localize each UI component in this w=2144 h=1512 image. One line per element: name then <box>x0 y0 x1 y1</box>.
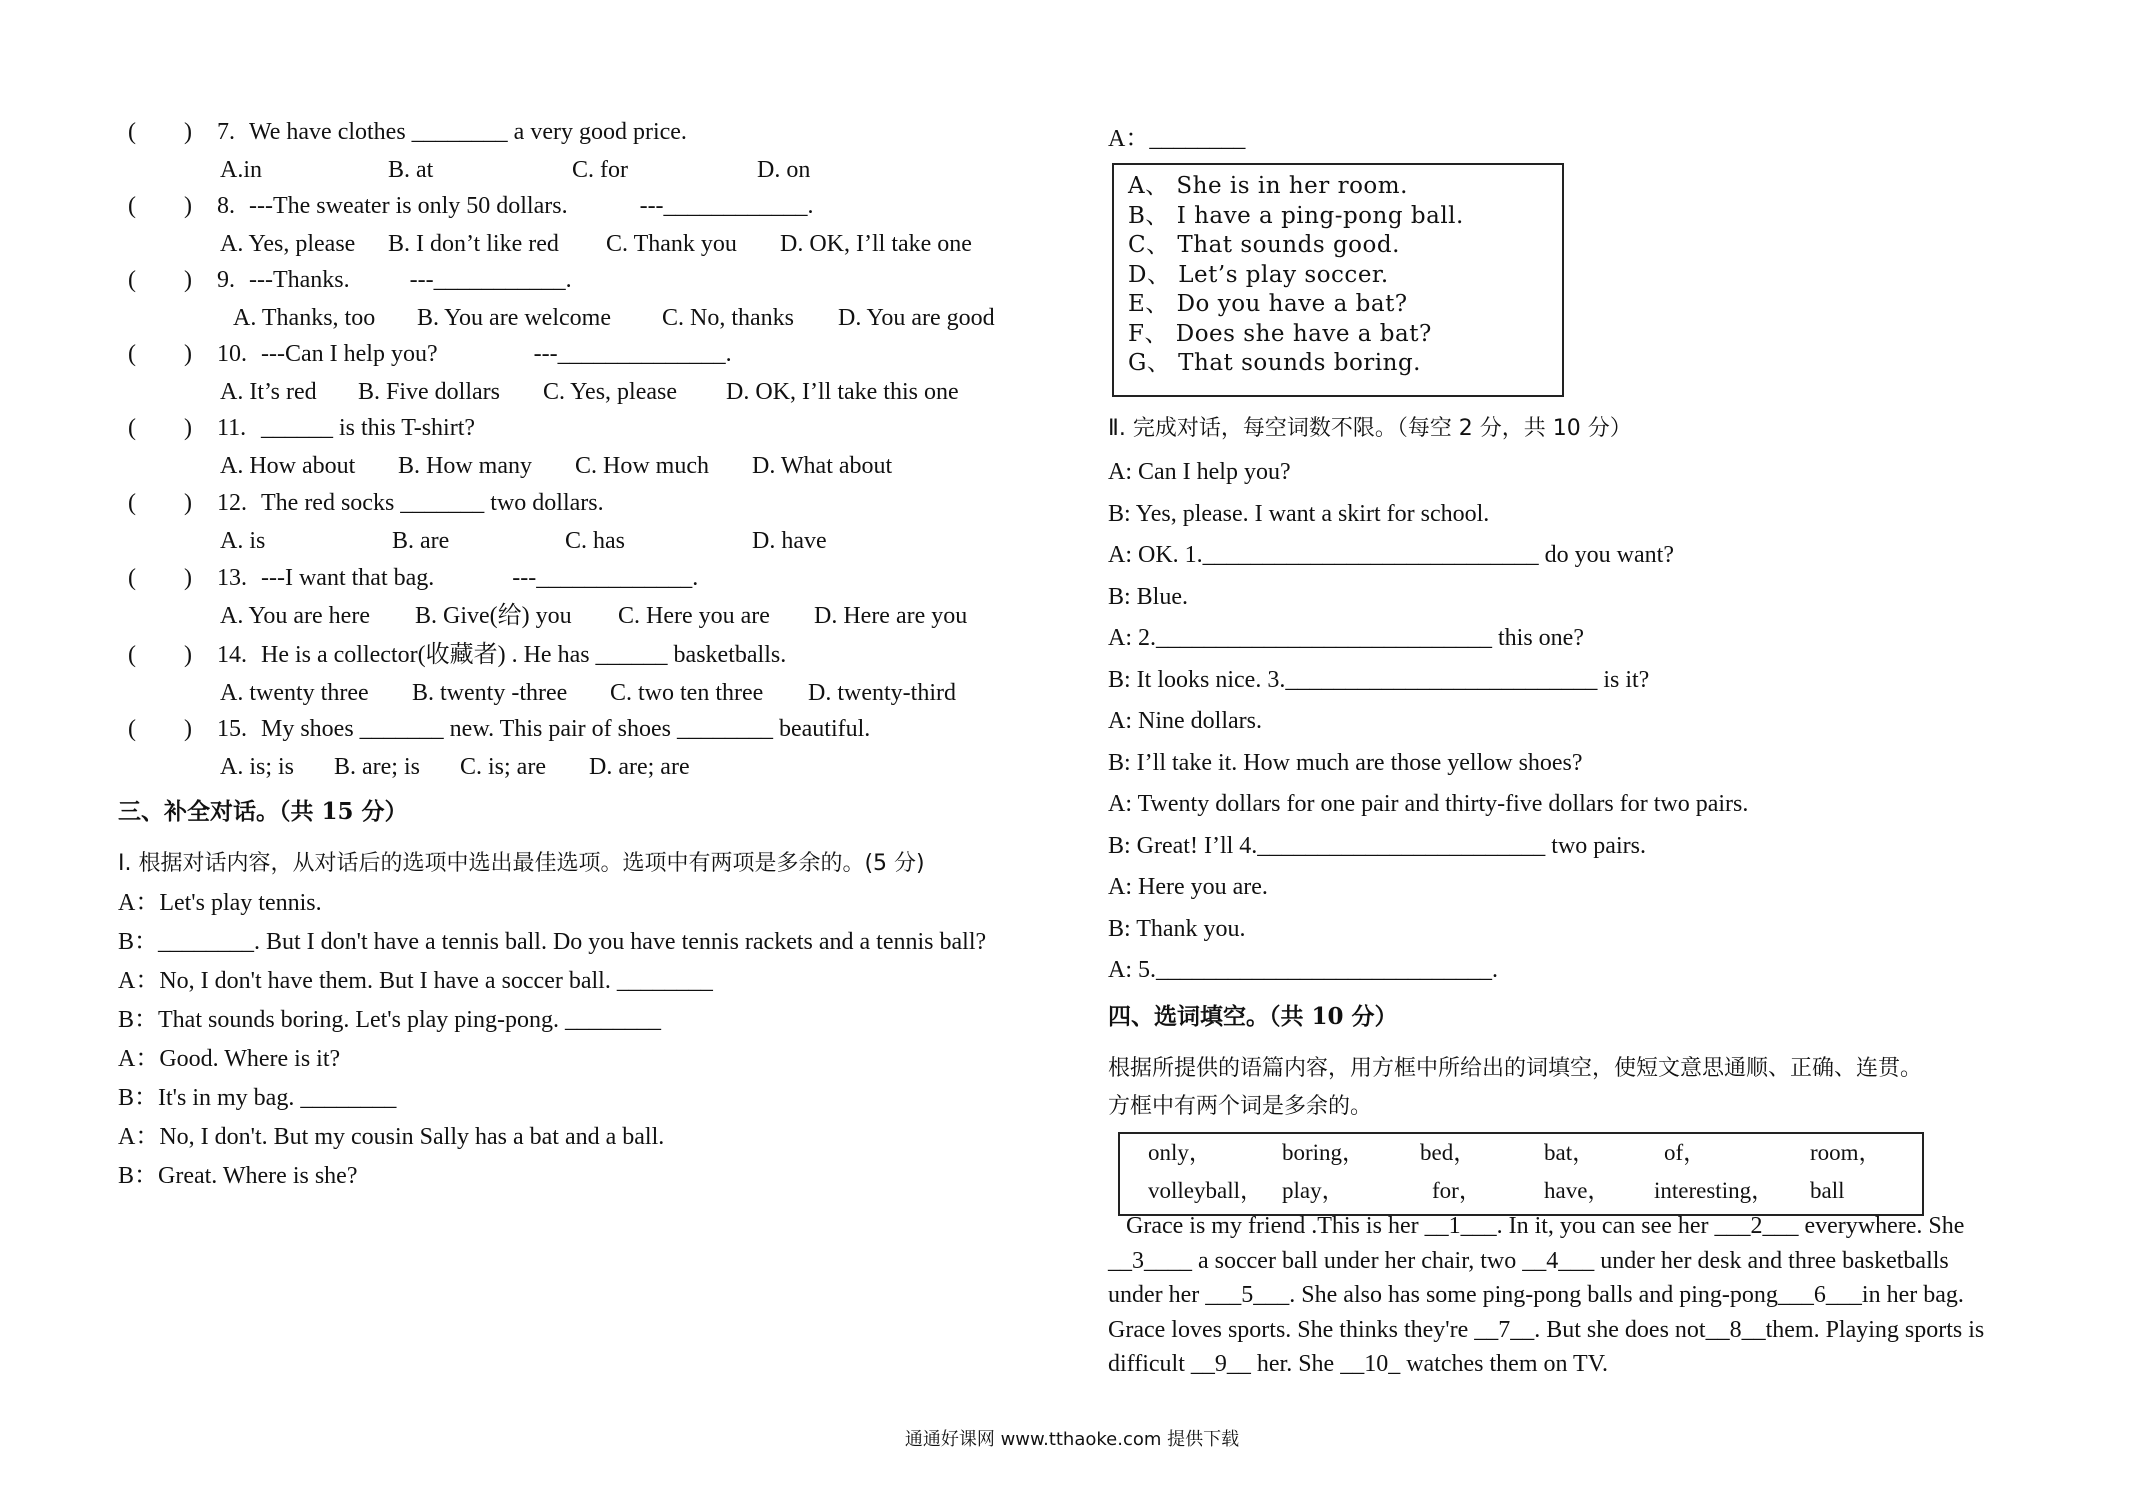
question-number: 7. <box>217 119 235 145</box>
answer-option: A. It’s red <box>220 379 317 405</box>
dialog-2-line: B: Great! I’ll 4.________________________ two pairs. <box>1108 832 1646 859</box>
question-text: ---The sweater is only 50 dollars. ---____________. <box>249 193 814 219</box>
question-number: 10. <box>217 341 247 367</box>
word-bank-word: of， <box>1664 1140 1707 1165</box>
section-3-part-1-instructions: Ⅰ. 根据对话内容，从对话后的选项中选出最佳选项。选项中有两项是多余的。(5 分) <box>118 851 925 876</box>
answer-option: D. OK, I’ll take one <box>780 231 972 257</box>
dialog-2-line: B: I’ll take it. How much are those yellow shoes? <box>1108 749 1583 776</box>
passage-line: difficult __9__ her. She __10_ watches them on TV. <box>1108 1351 1608 1377</box>
answer-option: C. for <box>572 157 628 183</box>
passage-line: under her ___5___. She also has some ping-pong balls and ping-pong___6___in her bag. <box>1108 1282 1964 1308</box>
choice-option: A、 She is in her room. <box>1128 173 1408 199</box>
passage-line: Grace loves sports. She thinks they're __7__. But she does not__8__them. Playing sports is <box>1108 1316 1985 1343</box>
answer-option: B. You are welcome <box>417 305 611 331</box>
word-bank-word: volleyball， <box>1148 1178 1263 1203</box>
answer-option: A. twenty three <box>220 680 369 706</box>
answer-option: C. Thank you <box>606 231 737 257</box>
question-paren: ( ) <box>128 267 192 293</box>
choice-option: D、 Let’s play soccer. <box>1128 261 1389 288</box>
word-bank-word: play， <box>1282 1178 1345 1203</box>
dialog-1-line: B：It's in my bag. ________ <box>118 1085 397 1111</box>
dialog-1-line: A：No, I don't have them. But I have a soccer ball. ________ <box>118 968 713 994</box>
question-number: 13. <box>217 565 247 591</box>
choice-option: F、 Does she have a bat? <box>1128 320 1432 347</box>
answer-option: D. OK, I’ll take this one <box>726 379 959 405</box>
choices-box <box>1112 163 1564 397</box>
answer-option: A. is; is <box>220 754 295 780</box>
word-bank-word: boring， <box>1282 1140 1366 1165</box>
question-text: ---I want that bag. ---_____________. <box>261 565 699 591</box>
question-text: ______ is this T-shirt? <box>261 415 476 441</box>
answer-option: B. How many <box>398 453 532 479</box>
answer-option: B. twenty -three <box>412 680 568 706</box>
word-bank-box <box>1118 1132 1924 1216</box>
answer-option: D. are; are <box>589 754 690 780</box>
answer-option: B. I don’t like red <box>388 231 559 257</box>
word-bank-word: bat， <box>1544 1140 1596 1165</box>
answer-option: A. is <box>220 528 266 554</box>
choice-option: B、 I have a ping-pong ball. <box>1128 202 1464 229</box>
dialog-2-line: B: Thank you. <box>1108 915 1246 942</box>
footer-source: 通通好课网 www.tthaoke.com 提供下载 <box>904 1429 1240 1450</box>
question-paren: ( ) <box>128 490 192 516</box>
word-bank-word: room， <box>1810 1140 1882 1165</box>
question-paren: ( ) <box>128 341 192 367</box>
answer-option: B. are; is <box>334 754 420 780</box>
question-paren: ( ) <box>128 193 192 219</box>
answer-option: C. two ten three <box>610 680 764 706</box>
word-bank-word: have， <box>1544 1178 1611 1203</box>
answer-option: A. Thanks, too <box>233 305 376 331</box>
section-4-instructions-line-1: 根据所提供的语篇内容，用方框中所给出的词填空，使短文意思通顺、正确、连贯。 <box>1108 1056 1923 1081</box>
question-text: My shoes _______ new. This pair of shoes ________ beautiful. <box>261 716 871 742</box>
question-number: 11. <box>217 415 247 441</box>
question-text: ---Thanks. ---___________. <box>249 267 572 293</box>
answer-option: B. Give(给) you <box>415 603 572 629</box>
word-bank-word: for， <box>1432 1178 1482 1203</box>
dialog-2-line: A: 2.____________________________ this one? <box>1108 625 1584 651</box>
section-4-instructions-line-2: 方框中有两个词是多余的。 <box>1108 1094 1373 1119</box>
answer-option: C. How much <box>575 453 709 479</box>
dialog-2-line: A: Nine dollars. <box>1108 708 1262 734</box>
dialog-1-line: A：No, I don't. But my cousin Sally has a bat and a ball. <box>118 1124 665 1150</box>
answer-option: B. are <box>392 528 450 554</box>
answer-option: D. twenty-third <box>808 680 956 706</box>
dialog-1-line: A：Good. Where is it? <box>118 1046 341 1072</box>
answer-option: A. You are here <box>220 603 370 629</box>
question-text: He is a collector(收藏者) . He has ______ basketballs. <box>261 642 787 668</box>
choice-option: G、 That sounds boring. <box>1128 350 1421 376</box>
dialog-2-line: B: Yes, please. I want a skirt for school. <box>1108 500 1490 527</box>
question-number: 9. <box>217 267 235 293</box>
answer-option: B. at <box>388 157 434 183</box>
answer-option: C. has <box>565 528 625 554</box>
dialog-1-line: A：Let's play tennis. <box>118 890 322 916</box>
answer-option: A.in <box>220 157 262 183</box>
question-paren: ( ) <box>128 119 192 145</box>
answer-option: D. on <box>757 157 811 183</box>
answer-option: D. What about <box>752 453 893 479</box>
section-3-part-2-instructions: Ⅱ. 完成对话，每空词数不限。（每空 2 分，共 10 分） <box>1108 416 1632 441</box>
question-paren: ( ) <box>128 565 192 591</box>
answer-option: B. Five dollars <box>358 379 500 405</box>
dialog-1-line: B：________. But I don't have a tennis ball. Do you have tennis rackets and a tennis ball? <box>118 929 987 955</box>
dialog-2-line: A: Can I help you? <box>1108 459 1291 485</box>
dialog-2-line: A: Here you are. <box>1108 874 1268 900</box>
answer-option: A. How about <box>220 453 356 479</box>
word-bank-word: interesting， <box>1654 1178 1775 1203</box>
choice-option: C、 That sounds good. <box>1128 232 1400 258</box>
question-text: The red socks _______ two dollars. <box>261 490 604 516</box>
answer-option: D. You are good <box>838 305 995 331</box>
question-number: 8. <box>217 193 235 219</box>
word-bank-word: only， <box>1148 1140 1212 1165</box>
dialog-1-last-line: A：________ <box>1108 126 1246 152</box>
answer-option: D. have <box>752 528 827 554</box>
question-number: 15. <box>217 716 247 742</box>
answer-option: C. is; are <box>460 754 546 780</box>
choice-option: E、 Do you have a bat? <box>1128 291 1408 317</box>
dialog-2-line: A: 5.____________________________. <box>1108 957 1498 983</box>
word-bank-word: bed， <box>1420 1140 1477 1165</box>
dialog-2-line: A: Twenty dollars for one pair and thirty-five dollars for two pairs. <box>1108 791 1749 817</box>
dialog-1-line: B：Great. Where is she? <box>118 1163 358 1189</box>
question-number: 12. <box>217 490 247 516</box>
question-text: ---Can I help you? ---______________. <box>261 341 732 367</box>
answer-option: C. Yes, please <box>543 379 678 405</box>
question-paren: ( ) <box>128 642 192 668</box>
section-3-heading: 三、补全对话。（共 15 分） <box>118 798 408 825</box>
question-paren: ( ) <box>128 716 192 742</box>
passage-line: Grace is my friend .This is her __1___. In it, you can see her ___2___ everywhere. She <box>1108 1213 1965 1239</box>
dialog-2-line: B: Blue. <box>1108 583 1189 610</box>
answer-option: C. Here you are <box>618 603 770 629</box>
dialog-1-line: B：That sounds boring. Let's play ping-pong. ________ <box>118 1007 661 1033</box>
passage-line: __3____ a soccer ball under her chair, two __4___ under her desk and three basketballs <box>1108 1247 1949 1274</box>
section-4-heading: 四、选词填空。（共 10 分） <box>1108 1003 1398 1030</box>
question-text: We have clothes ________ a very good price. <box>249 119 687 145</box>
answer-option: A. Yes, please <box>220 231 356 257</box>
question-paren: ( ) <box>128 415 192 441</box>
answer-option: C. No, thanks <box>662 305 794 331</box>
dialog-2-line: A: OK. 1.____________________________ do you want? <box>1108 542 1674 568</box>
answer-option: D. Here are you <box>814 603 968 629</box>
question-number: 14. <box>217 642 247 668</box>
dialog-2-line: B: It looks nice. 3.__________________________ is it? <box>1108 666 1650 693</box>
word-bank-word: ball <box>1810 1178 1845 1203</box>
